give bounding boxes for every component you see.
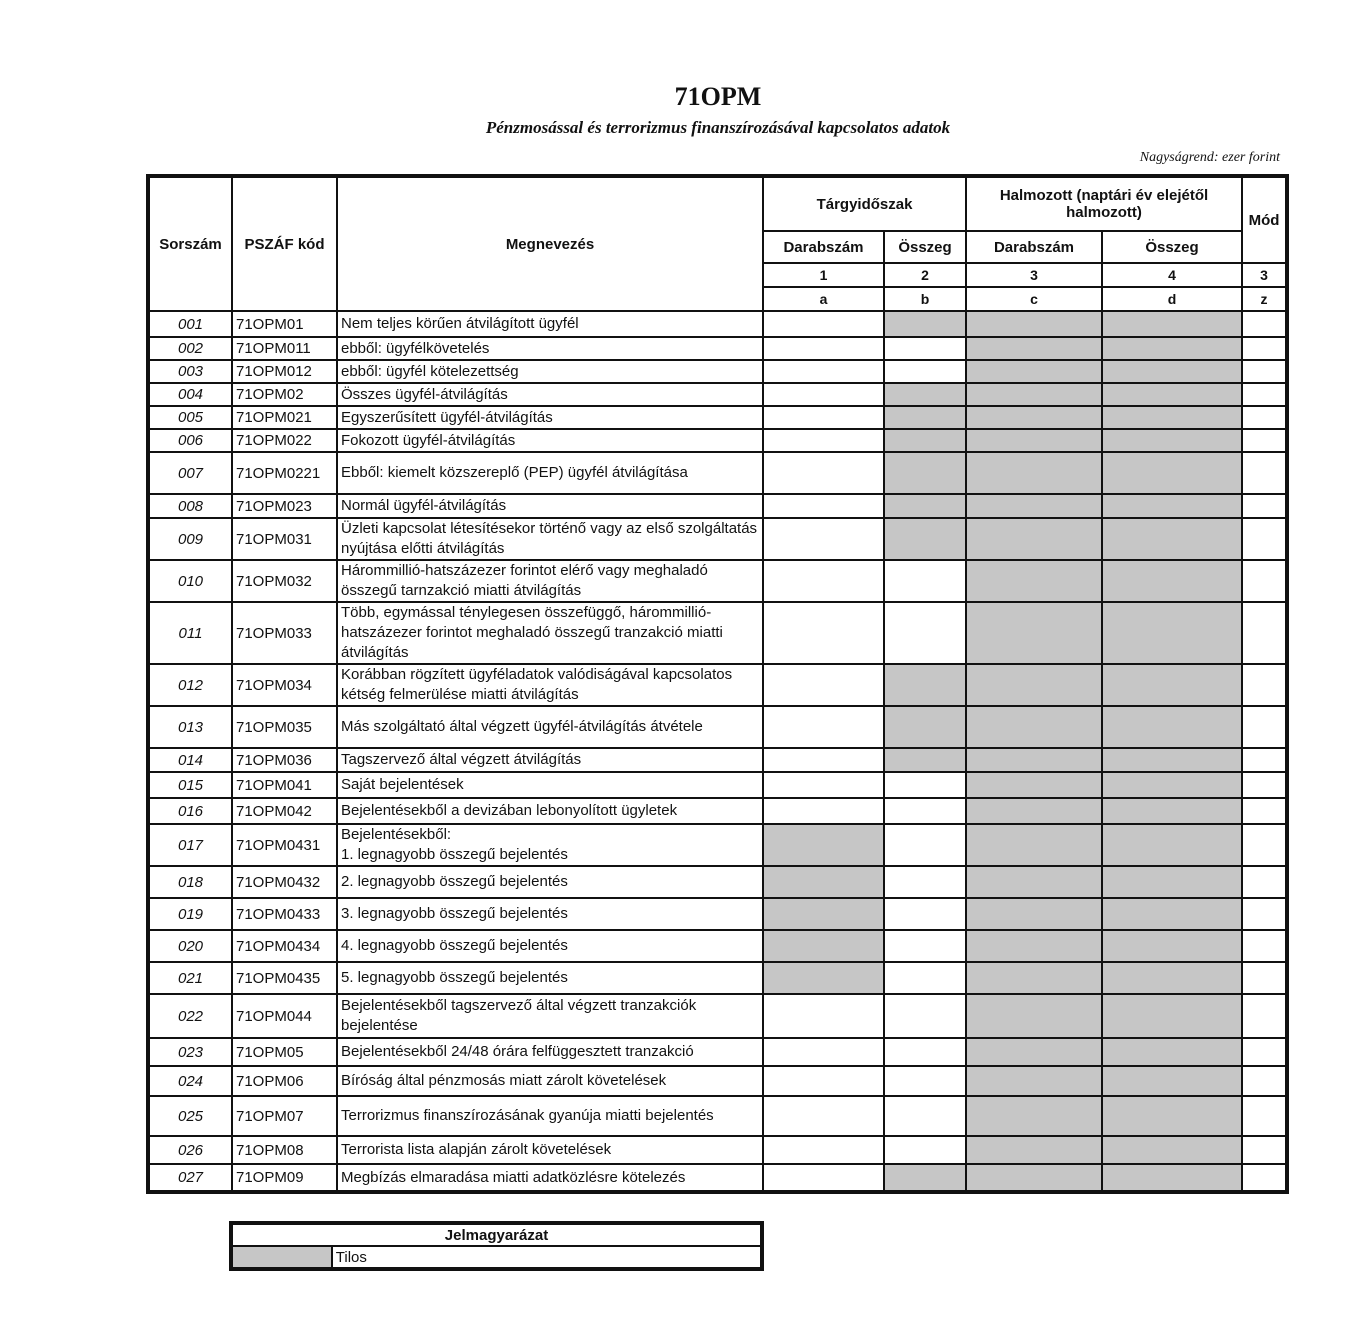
cell-targy-osszeg[interactable] xyxy=(884,1096,966,1136)
row-kod: 71OPM044 xyxy=(232,994,337,1038)
cell-mod[interactable] xyxy=(1242,383,1287,406)
cell-targy-osszeg[interactable] xyxy=(884,360,966,383)
cell-halm-darabszam xyxy=(966,706,1102,748)
cell-targy-osszeg xyxy=(884,1164,966,1192)
row-sorszam: 026 xyxy=(148,1136,232,1164)
row-kod: 71OPM09 xyxy=(232,1164,337,1192)
row-megnevezes: Más szolgáltató által végzett ügyfél-átvilágítás átvétele xyxy=(337,706,763,748)
row-sorszam: 008 xyxy=(148,494,232,518)
cell-targy-osszeg[interactable] xyxy=(884,994,966,1038)
cell-halm-darabszam xyxy=(966,748,1102,772)
cell-mod[interactable] xyxy=(1242,930,1287,962)
row-sorszam: 025 xyxy=(148,1096,232,1136)
cell-targy-osszeg xyxy=(884,706,966,748)
cell-halm-darabszam xyxy=(966,452,1102,494)
row-megnevezes: Tagszervező által végzett átvilágítás xyxy=(337,748,763,772)
cell-halm-darabszam xyxy=(966,772,1102,798)
cell-targy-darabszam[interactable] xyxy=(763,429,884,452)
row-sorszam: 005 xyxy=(148,406,232,429)
table-row xyxy=(148,383,1287,406)
cell-halm-osszeg xyxy=(1102,452,1242,494)
cell-targy-osszeg[interactable] xyxy=(884,930,966,962)
cell-halm-osszeg xyxy=(1102,930,1242,962)
header-osszeg-2: Összeg xyxy=(1102,231,1242,263)
cell-targy-darabszam[interactable] xyxy=(763,1096,884,1136)
row-sorszam: 015 xyxy=(148,772,232,798)
cell-targy-darabszam[interactable] xyxy=(763,798,884,824)
cell-halm-osszeg xyxy=(1102,602,1242,664)
table-row xyxy=(148,930,1287,962)
page-subtitle: Pénzmosással és terrorizmus finanszírozásával kapcsolatos adatok xyxy=(485,118,951,137)
cell-halm-darabszam xyxy=(966,994,1102,1038)
cell-targy-osszeg xyxy=(884,664,966,706)
cell-halm-osszeg xyxy=(1102,898,1242,930)
cell-mod[interactable] xyxy=(1242,311,1287,337)
row-sorszam: 007 xyxy=(148,452,232,494)
row-kod: 71OPM011 xyxy=(232,337,337,360)
legend-table xyxy=(229,1221,764,1271)
cell-halm-darabszam xyxy=(966,930,1102,962)
table-row xyxy=(148,962,1287,994)
cell-mod[interactable] xyxy=(1242,798,1287,824)
cell-mod[interactable] xyxy=(1242,337,1287,360)
row-sorszam: 011 xyxy=(148,602,232,664)
row-sorszam: 021 xyxy=(148,962,232,994)
col-letter: a xyxy=(763,287,884,311)
row-megnevezes: ebből: ügyfél kötelezettség xyxy=(337,360,763,383)
row-sorszam: 004 xyxy=(148,383,232,406)
cell-halm-darabszam xyxy=(966,518,1102,560)
cell-targy-darabszam[interactable] xyxy=(763,748,884,772)
row-megnevezes: Hárommillió-hatszázezer forintot elérő vagy meghaladó összegű tarnzakció miatti átvilágítás xyxy=(337,560,763,602)
row-megnevezes: Saját bejelentések xyxy=(337,772,763,798)
table-row xyxy=(148,406,1287,429)
cell-targy-osszeg[interactable] xyxy=(884,824,966,866)
header-kod: PSZÁF kód xyxy=(232,176,337,311)
header-halmozott: Halmozott (naptári év elejétől halmozott) xyxy=(966,176,1242,231)
row-sorszam: 006 xyxy=(148,429,232,452)
col-letter: b xyxy=(884,287,966,311)
row-kod: 71OPM021 xyxy=(232,406,337,429)
table-row xyxy=(148,1164,1287,1192)
cell-targy-darabszam[interactable] xyxy=(763,772,884,798)
cell-mod[interactable] xyxy=(1242,429,1287,452)
cell-halm-osszeg xyxy=(1102,866,1242,898)
row-kod: 71OPM035 xyxy=(232,706,337,748)
row-sorszam: 010 xyxy=(148,560,232,602)
cell-halm-darabszam xyxy=(966,664,1102,706)
cell-halm-osszeg xyxy=(1102,360,1242,383)
cell-halm-osszeg xyxy=(1102,962,1242,994)
row-megnevezes: Több, egymással ténylegesen összefüggő, hárommillió-hatszázezer forintot meghaladó összegű tranzakció miatti átvilágítás xyxy=(337,602,763,664)
cell-halm-darabszam xyxy=(966,429,1102,452)
table-row xyxy=(148,748,1287,772)
cell-targy-darabszam[interactable] xyxy=(763,560,884,602)
col-number: 1 xyxy=(763,263,884,287)
cell-targy-osszeg[interactable] xyxy=(884,866,966,898)
cell-mod[interactable] xyxy=(1242,1096,1287,1136)
row-megnevezes: 2. legnagyobb összegű bejelentés xyxy=(337,866,763,898)
header-megnevezes: Megnevezés xyxy=(337,176,763,311)
cell-halm-darabszam xyxy=(966,337,1102,360)
cell-mod[interactable] xyxy=(1242,962,1287,994)
cell-mod[interactable] xyxy=(1242,772,1287,798)
unit-note: Nagyságrend: ezer forint xyxy=(1139,150,1280,165)
cell-targy-osszeg xyxy=(884,518,966,560)
cell-mod[interactable] xyxy=(1242,406,1287,429)
page-title: 71OPM xyxy=(674,82,762,111)
row-sorszam: 001 xyxy=(148,311,232,337)
cell-targy-osszeg[interactable] xyxy=(884,1038,966,1066)
table-row xyxy=(148,772,1287,798)
cell-halm-osszeg xyxy=(1102,706,1242,748)
cell-mod[interactable] xyxy=(1242,664,1287,706)
row-megnevezes: 5. legnagyobb összegű bejelentés xyxy=(337,962,763,994)
row-megnevezes: Fokozott ügyfél-átvilágítás xyxy=(337,429,763,452)
row-megnevezes: Bejelentésekből 24/48 órára felfüggesztett tranzakció xyxy=(337,1038,763,1066)
row-kod: 71OPM032 xyxy=(232,560,337,602)
row-kod: 71OPM0433 xyxy=(232,898,337,930)
row-kod: 71OPM08 xyxy=(232,1136,337,1164)
report-table xyxy=(146,174,1289,1194)
col-number: 3 xyxy=(1242,263,1287,287)
cell-halm-darabszam xyxy=(966,798,1102,824)
cell-targy-osszeg[interactable] xyxy=(884,898,966,930)
table-row xyxy=(148,898,1287,930)
row-kod: 71OPM0221 xyxy=(232,452,337,494)
cell-mod[interactable] xyxy=(1242,994,1287,1038)
col-number: 2 xyxy=(884,263,966,287)
row-megnevezes: Megbízás elmaradása miatti adatközlésre kötelezés xyxy=(337,1164,763,1192)
cell-mod[interactable] xyxy=(1242,1066,1287,1096)
cell-mod[interactable] xyxy=(1242,898,1287,930)
cell-targy-darabszam[interactable] xyxy=(763,1136,884,1164)
cell-targy-darabszam[interactable] xyxy=(763,664,884,706)
cell-halm-osszeg xyxy=(1102,798,1242,824)
cell-halm-osszeg xyxy=(1102,1164,1242,1192)
cell-targy-darabszam[interactable] xyxy=(763,1164,884,1192)
cell-targy-darabszam[interactable] xyxy=(763,518,884,560)
cell-mod[interactable] xyxy=(1242,1038,1287,1066)
table-row xyxy=(148,602,1287,664)
cell-mod[interactable] xyxy=(1242,560,1287,602)
cell-targy-darabszam xyxy=(763,930,884,962)
cell-targy-darabszam[interactable] xyxy=(763,994,884,1038)
row-sorszam: 019 xyxy=(148,898,232,930)
cell-targy-osszeg xyxy=(884,406,966,429)
cell-targy-osszeg[interactable] xyxy=(884,772,966,798)
row-megnevezes: Bejelentésekből tagszervező által végzett tranzakciók bejelentése xyxy=(337,994,763,1038)
row-sorszam: 016 xyxy=(148,798,232,824)
cell-halm-osszeg xyxy=(1102,518,1242,560)
row-megnevezes: Ebből: kiemelt közszereplő (PEP) ügyfél átvilágítása xyxy=(337,452,763,494)
row-megnevezes: 3. legnagyobb összegű bejelentés xyxy=(337,898,763,930)
cell-halm-osszeg xyxy=(1102,406,1242,429)
cell-halm-darabszam xyxy=(966,962,1102,994)
col-number: 3 xyxy=(966,263,1102,287)
cell-halm-darabszam xyxy=(966,1066,1102,1096)
cell-targy-osszeg[interactable] xyxy=(884,1066,966,1096)
row-sorszam: 022 xyxy=(148,994,232,1038)
table-row xyxy=(148,798,1287,824)
cell-halm-darabszam xyxy=(966,898,1102,930)
row-sorszam: 024 xyxy=(148,1066,232,1096)
table-row xyxy=(148,824,1287,866)
row-megnevezes: Bejelentésekből a devizában lebonyolított ügyletek xyxy=(337,798,763,824)
cell-targy-osszeg[interactable] xyxy=(884,337,966,360)
row-kod: 71OPM023 xyxy=(232,494,337,518)
cell-targy-darabszam[interactable] xyxy=(763,311,884,337)
row-megnevezes: Üzleti kapcsolat létesítésekor történő vagy az első szolgáltatás nyújtása előtti átvilágítás xyxy=(337,518,763,560)
cell-targy-darabszam[interactable] xyxy=(763,706,884,748)
cell-mod[interactable] xyxy=(1242,1164,1287,1192)
table-row xyxy=(148,494,1287,518)
cell-targy-darabszam[interactable] xyxy=(763,406,884,429)
cell-mod[interactable] xyxy=(1242,1136,1287,1164)
row-kod: 71OPM0431 xyxy=(232,824,337,866)
table-row xyxy=(148,560,1287,602)
row-megnevezes: Normál ügyfél-átvilágítás xyxy=(337,494,763,518)
table-row xyxy=(148,1038,1287,1066)
row-megnevezes: 4. legnagyobb összegű bejelentés xyxy=(337,930,763,962)
cell-mod[interactable] xyxy=(1242,602,1287,664)
cell-targy-osszeg[interactable] xyxy=(884,798,966,824)
col-letter: z xyxy=(1242,287,1287,311)
cell-targy-darabszam[interactable] xyxy=(763,452,884,494)
row-sorszam: 012 xyxy=(148,664,232,706)
cell-halm-darabszam xyxy=(966,1038,1102,1066)
cell-targy-osszeg xyxy=(884,452,966,494)
cell-targy-darabszam[interactable] xyxy=(763,602,884,664)
table-row xyxy=(148,1136,1287,1164)
table-row xyxy=(148,337,1287,360)
row-megnevezes: Terrorista lista alapján zárolt követelések xyxy=(337,1136,763,1164)
cell-halm-darabszam xyxy=(966,602,1102,664)
cell-halm-osszeg xyxy=(1102,1136,1242,1164)
header-targyidoszak: Tárgyidőszak xyxy=(763,176,966,231)
cell-halm-osszeg xyxy=(1102,1096,1242,1136)
cell-halm-osszeg xyxy=(1102,337,1242,360)
row-kod: 71OPM05 xyxy=(232,1038,337,1066)
cell-halm-darabszam xyxy=(966,1164,1102,1192)
row-sorszam: 017 xyxy=(148,824,232,866)
cell-halm-darabszam xyxy=(966,866,1102,898)
row-megnevezes: Összes ügyfél-átvilágítás xyxy=(337,383,763,406)
cell-halm-osszeg xyxy=(1102,1038,1242,1066)
cell-targy-darabszam[interactable] xyxy=(763,494,884,518)
cell-halm-osszeg xyxy=(1102,664,1242,706)
row-kod: 71OPM07 xyxy=(232,1096,337,1136)
table-row xyxy=(148,866,1287,898)
cell-targy-darabszam[interactable] xyxy=(763,337,884,360)
report-body xyxy=(148,311,1287,1192)
row-kod: 71OPM02 xyxy=(232,383,337,406)
cell-targy-osszeg xyxy=(884,748,966,772)
legend-title: Jelmagyarázat xyxy=(231,1223,762,1246)
cell-halm-darabszam xyxy=(966,494,1102,518)
row-sorszam: 013 xyxy=(148,706,232,748)
cell-halm-darabszam xyxy=(966,360,1102,383)
cell-mod[interactable] xyxy=(1242,748,1287,772)
legend-swatch xyxy=(231,1246,332,1269)
cell-halm-osszeg xyxy=(1102,383,1242,406)
row-kod: 71OPM034 xyxy=(232,664,337,706)
cell-targy-osszeg xyxy=(884,383,966,406)
header-osszeg-1: Összeg xyxy=(884,231,966,263)
cell-halm-osszeg xyxy=(1102,824,1242,866)
table-row xyxy=(148,664,1287,706)
row-megnevezes: Terrorizmus finanszírozásának gyanúja miatti bejelentés xyxy=(337,1096,763,1136)
cell-targy-osszeg xyxy=(884,494,966,518)
row-kod: 71OPM022 xyxy=(232,429,337,452)
row-megnevezes: Nem teljes körűen átvilágított ügyfél xyxy=(337,311,763,337)
row-kod: 71OPM041 xyxy=(232,772,337,798)
cell-targy-osszeg[interactable] xyxy=(884,1136,966,1164)
row-kod: 71OPM0435 xyxy=(232,962,337,994)
table-row xyxy=(148,1096,1287,1136)
cell-halm-osszeg xyxy=(1102,772,1242,798)
row-kod: 71OPM036 xyxy=(232,748,337,772)
cell-targy-darabszam xyxy=(763,866,884,898)
cell-targy-osszeg xyxy=(884,311,966,337)
legend-item-label: Tilos xyxy=(332,1246,762,1269)
row-sorszam: 002 xyxy=(148,337,232,360)
col-number: 4 xyxy=(1102,263,1242,287)
cell-halm-darabszam xyxy=(966,311,1102,337)
row-kod: 71OPM0434 xyxy=(232,930,337,962)
row-kod: 71OPM033 xyxy=(232,602,337,664)
row-megnevezes: Egyszerűsített ügyfél-átvilágítás xyxy=(337,406,763,429)
cell-targy-darabszam xyxy=(763,898,884,930)
cell-halm-darabszam xyxy=(966,824,1102,866)
cell-mod[interactable] xyxy=(1242,824,1287,866)
row-sorszam: 009 xyxy=(148,518,232,560)
table-row xyxy=(148,311,1287,337)
cell-halm-osszeg xyxy=(1102,560,1242,602)
row-kod: 71OPM01 xyxy=(232,311,337,337)
table-row xyxy=(148,706,1287,748)
table-row xyxy=(148,452,1287,494)
cell-targy-osszeg[interactable] xyxy=(884,560,966,602)
cell-halm-osszeg xyxy=(1102,1066,1242,1096)
row-sorszam: 027 xyxy=(148,1164,232,1192)
cell-mod[interactable] xyxy=(1242,494,1287,518)
cell-halm-darabszam xyxy=(966,560,1102,602)
row-megnevezes: Bejelentésekből: 1. legnagyobb összegű bejelentés xyxy=(337,824,763,866)
cell-halm-darabszam xyxy=(966,1136,1102,1164)
cell-targy-darabszam xyxy=(763,824,884,866)
table-row xyxy=(148,360,1287,383)
cell-halm-osszeg xyxy=(1102,429,1242,452)
cell-mod[interactable] xyxy=(1242,452,1287,494)
row-megnevezes: ebből: ügyfélkövetelés xyxy=(337,337,763,360)
header-sorszam: Sorszám xyxy=(148,176,232,311)
row-kod: 71OPM012 xyxy=(232,360,337,383)
cell-mod[interactable] xyxy=(1242,866,1287,898)
row-sorszam: 023 xyxy=(148,1038,232,1066)
cell-targy-osszeg[interactable] xyxy=(884,962,966,994)
cell-targy-darabszam[interactable] xyxy=(763,1066,884,1096)
cell-halm-osszeg xyxy=(1102,494,1242,518)
row-kod: 71OPM031 xyxy=(232,518,337,560)
row-sorszam: 003 xyxy=(148,360,232,383)
row-sorszam: 020 xyxy=(148,930,232,962)
table-row xyxy=(148,518,1287,560)
row-sorszam: 018 xyxy=(148,866,232,898)
cell-targy-osszeg xyxy=(884,429,966,452)
header-darabszam-2: Darabszám xyxy=(966,231,1102,263)
cell-targy-darabszam[interactable] xyxy=(763,383,884,406)
cell-halm-darabszam xyxy=(966,406,1102,429)
header-darabszam-1: Darabszám xyxy=(763,231,884,263)
table-row xyxy=(148,429,1287,452)
cell-targy-darabszam[interactable] xyxy=(763,360,884,383)
row-megnevezes: Korábban rögzített ügyféladatok valódiságával kapcsolatos kétség felmerülése miatti átvilágítás xyxy=(337,664,763,706)
row-megnevezes: Bíróság által pénzmosás miatt zárolt követelések xyxy=(337,1066,763,1096)
cell-halm-osszeg xyxy=(1102,311,1242,337)
cell-halm-osszeg xyxy=(1102,748,1242,772)
row-kod: 71OPM0432 xyxy=(232,866,337,898)
row-kod: 71OPM042 xyxy=(232,798,337,824)
cell-targy-darabszam[interactable] xyxy=(763,1038,884,1066)
cell-mod[interactable] xyxy=(1242,706,1287,748)
row-kod: 71OPM06 xyxy=(232,1066,337,1096)
table-row xyxy=(148,1066,1287,1096)
cell-halm-osszeg xyxy=(1102,994,1242,1038)
col-letter: d xyxy=(1102,287,1242,311)
cell-targy-darabszam xyxy=(763,962,884,994)
cell-mod[interactable] xyxy=(1242,360,1287,383)
table-row xyxy=(148,994,1287,1038)
cell-targy-osszeg[interactable] xyxy=(884,602,966,664)
col-letter: c xyxy=(966,287,1102,311)
cell-mod[interactable] xyxy=(1242,518,1287,560)
cell-halm-darabszam xyxy=(966,383,1102,406)
row-sorszam: 014 xyxy=(148,748,232,772)
cell-halm-darabszam xyxy=(966,1096,1102,1136)
header-mod: Mód xyxy=(1242,176,1287,263)
